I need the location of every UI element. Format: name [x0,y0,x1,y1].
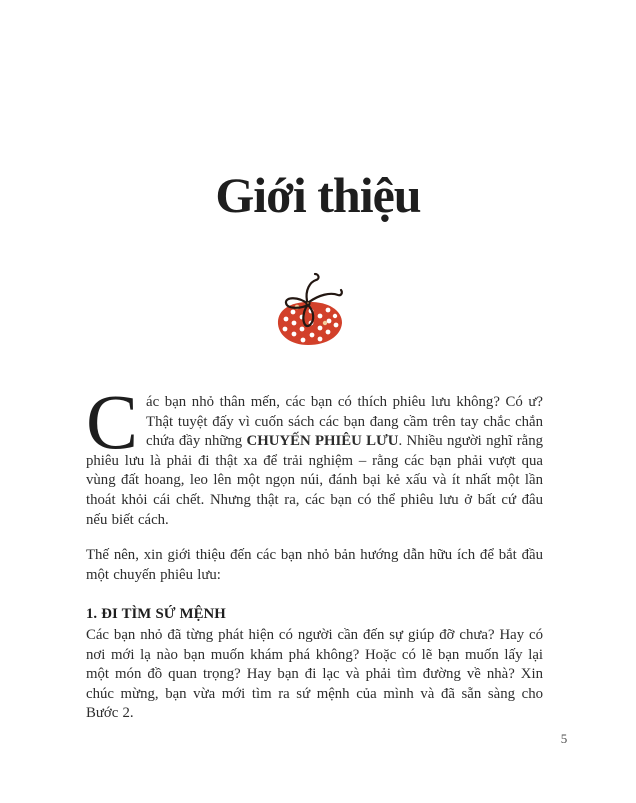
bow-knot-highlight [307,302,309,304]
paragraph-text-before-bold: ác bạn nhỏ thân mến, các bạn có thích phiêu lưu không? Có ư? Thật tuyệt đấy vì cuốn sách các bạn đang cầm trên tay chắc chắn chứa đầy những [146,394,543,450]
bow-string-right [309,290,342,302]
section-heading: 1. ĐI TÌM SỨ MỆNH [86,606,226,623]
paragraph-text-after-bold: . Nhiều người nghĩ rằng phiêu lưu là phải đi thật xa để trải nghiệm – rằng các bạn phải vượt qua vùng đất hoang, leo lên một ngọn núi, đánh bại kẻ xấu và ít nhất một lần thoát khỏi cái chết. Nhưng thật ra, các bạn có thể phiêu lưu ở bất cứ đâu nếu biết cách. [86,433,543,528]
bold-phrase: CHUYẾN PHIÊU LƯU [246,433,399,450]
page-number: 5 [560,731,568,746]
step-one-paragraph: Các bạn nhỏ đã từng phát hiện có người cần đến sự giúp đỡ chưa? Hay có nơi mới lạ nào bạn muốn khám phá không? Hoặc có lẽ bạn muốn lấy lại một món đồ quan trọng? Hay bạn đi lạc và phải tìm đường về nhà? Xin chúc mừng, bạn vừa mới tìm ra sứ mệnh của mình và đã sẵn sàng cho Bước 2. [86,626,543,722]
drop-cap: C [86,378,139,465]
chapter-title: Giới thiệu [215,167,421,223]
polka-dot-pouch-illustration [264,272,354,357]
page-content [86,378,543,724]
lead-in-paragraph: Thế nên, xin giới thiệu đến các bạn nhỏ bản hướng dẫn hữu ích để bắt đầu một chuyến phiêu lưu: [86,547,543,583]
intro-paragraph [86,378,543,530]
